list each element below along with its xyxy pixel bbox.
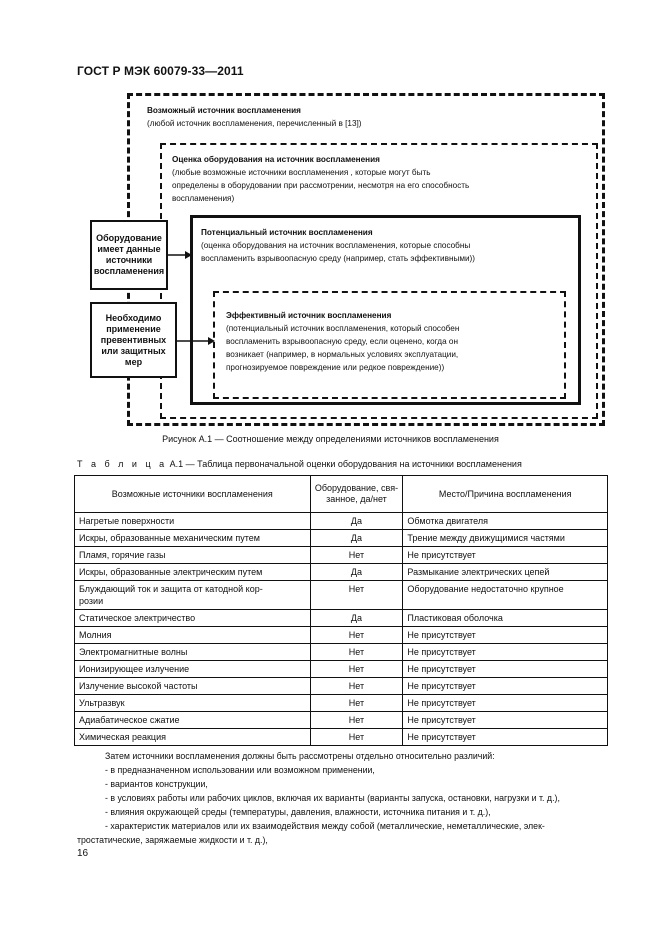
ignition-source-cell: Ультразвук	[75, 695, 311, 712]
equipment-related-cell: Нет	[310, 678, 403, 695]
arrow-right-icon	[168, 249, 192, 261]
table-row	[75, 729, 608, 746]
location-cause-cell: Обмотка двигателя	[403, 513, 608, 530]
ignition-source-cell: Ионизирующее излучение	[75, 661, 311, 678]
side-box-line: имеет данные	[97, 244, 161, 254]
location-cause-cell: Не присутствует	[403, 627, 608, 644]
location-cause-cell: Трение между движущимися частями	[403, 530, 608, 547]
side-box-line: применение	[106, 323, 161, 334]
table-row	[75, 564, 608, 581]
table-row	[75, 678, 608, 695]
body-text	[77, 749, 607, 847]
equipment-related-cell: Нет	[310, 547, 403, 564]
location-cause-cell: Не присутствует	[403, 712, 608, 729]
outer-box-label	[147, 104, 362, 130]
equipment-has-sources-box	[90, 220, 168, 290]
table-row	[75, 627, 608, 644]
second-box-label	[172, 153, 469, 205]
location-cause-cell: Не присутствует	[403, 729, 608, 746]
side-box-line: мер	[124, 356, 143, 367]
table-row	[75, 581, 608, 610]
side-box-line: или защитных	[101, 345, 166, 356]
inner-box-line: (потенциальный источник воспламенения, который способен	[226, 324, 460, 333]
side-box-line: Оборудование	[96, 233, 162, 243]
inner-box-title: Эффективный источник воспламенения	[226, 311, 392, 320]
equipment-related-cell: Нет	[310, 661, 403, 678]
outer-box-title: Возможный источник воспламенения	[147, 106, 301, 115]
second-box-line: (любые возможные источники воспламенения , которые могут быть	[172, 168, 431, 177]
ignition-sources-table	[74, 475, 608, 746]
table-row	[75, 513, 608, 530]
third-box-title: Потенциальный источник воспламенения	[201, 228, 373, 237]
location-cause-cell: Не присутствует	[403, 661, 608, 678]
location-cause-cell: Оборудование недостаточно крупное	[403, 581, 608, 610]
ignition-source-cell: Молния	[75, 627, 311, 644]
table-header-row	[75, 476, 608, 513]
column-header: Возможные источники воспламенения	[75, 476, 311, 513]
equipment-related-cell: Нет	[310, 581, 403, 610]
inner-box-line: воспламенить взрывоопасную среду, если оценено, когда он	[226, 337, 458, 346]
equipment-related-cell: Нет	[310, 627, 403, 644]
table-row	[75, 610, 608, 627]
table-row	[75, 644, 608, 661]
document-header: ГОСТ Р МЭК 60079-33—2011	[77, 64, 244, 78]
second-box-line: определены в оборудовании при рассмотрении, несмотря на его способность	[172, 181, 470, 190]
location-cause-cell: Не присутствует	[403, 678, 608, 695]
equipment-related-cell: Да	[310, 610, 403, 627]
side-box-line: превентивных	[100, 334, 167, 345]
side-box-line: Необходимо	[105, 312, 162, 323]
inner-box-line: возникает (например, в нормальных условиях эксплуатации,	[226, 350, 459, 359]
body-intro: Затем источники воспламенения должны быть рассмотрены отдельно относительно различий:	[105, 751, 495, 761]
figure-caption: Рисунок А.1 — Соотношение между определениями источников воспламенения	[162, 434, 499, 444]
preventive-measures-box	[90, 302, 177, 378]
table-row	[75, 661, 608, 678]
equipment-related-cell: Нет	[310, 644, 403, 661]
third-box-line: воспламенить взрывоопасную среду (например, стать эффективными))	[201, 254, 476, 263]
equipment-related-cell: Нет	[310, 729, 403, 746]
column-header: Место/Причина воспламенения	[403, 476, 608, 513]
body-list-item: - в условиях работы или рабочих циклов, включая их варианты (варианты запуска, остановки, нагрузки и т. д.),	[105, 793, 560, 803]
ignition-source-cell: Искры, образованные механическим путем	[75, 530, 311, 547]
ignition-source-cell: Нагретые поверхности	[75, 513, 311, 530]
equipment-related-cell: Да	[310, 564, 403, 581]
location-cause-cell: Не присутствует	[403, 547, 608, 564]
location-cause-cell: Не присутствует	[403, 695, 608, 712]
equipment-related-cell: Да	[310, 530, 403, 547]
ignition-source-cell: Излучение высокой частоты	[75, 678, 311, 695]
ignition-source-cell: Блуждающий ток и защита от катодной кор- розии	[75, 581, 311, 610]
equipment-related-cell: Нет	[310, 695, 403, 712]
page-number: 16	[77, 848, 89, 859]
location-cause-cell: Размыкание электрических цепей	[403, 564, 608, 581]
ignition-source-cell: Искры, образованные электрическим путем	[75, 564, 311, 581]
ignition-source-cell: Химическая реакция	[75, 729, 311, 746]
body-list-item: - в предназначенном использовании или возможном применении,	[105, 765, 375, 775]
ignition-source-cell: Статическое электричество	[75, 610, 311, 627]
column-header: Оборудование, свя- занное, да/нет	[310, 476, 403, 513]
equipment-related-cell: Нет	[310, 712, 403, 729]
outer-box-text: (любой источник воспламенения, перечисленный в [13])	[147, 119, 362, 128]
ignition-source-cell: Электромагнитные волны	[75, 644, 311, 661]
inner-box-label	[226, 309, 459, 374]
inner-box-line: прогнозируемое повреждение или редкое повреждение))	[226, 363, 445, 372]
second-box-title: Оценка оборудования на источник воспламенения	[172, 155, 380, 164]
body-list-item: - влияния окружающей среды (температуры, давления, влажности, источника питания и т. д.),	[105, 807, 491, 817]
body-list-item: - вариантов конструкции,	[105, 779, 208, 789]
arrow-right-icon	[177, 335, 215, 347]
location-cause-cell: Пластиковая оболочка	[403, 610, 608, 627]
body-list-item: - характеристик материалов или их взаимодействия между собой (металлические, неметаллические, элек- тростатические, заряжаемые жидкости и т. д.),	[77, 821, 545, 845]
third-box-label	[201, 226, 475, 265]
table-row	[75, 530, 608, 547]
table-row	[75, 695, 608, 712]
ignition-source-cell: Пламя, горячие газы	[75, 547, 311, 564]
equipment-related-cell: Да	[310, 513, 403, 530]
table-title-prefix: Т а б л и ц а	[77, 459, 168, 469]
side-box-line: воспламенения	[93, 266, 165, 276]
second-box-line: воспламенения)	[172, 194, 235, 203]
third-box-line: (оценка оборудования на источник воспламенения, которые способны	[201, 241, 471, 250]
table-title	[77, 459, 522, 469]
table-row	[75, 712, 608, 729]
location-cause-cell: Не присутствует	[403, 644, 608, 661]
side-box-line: источники	[105, 255, 153, 265]
table-row	[75, 547, 608, 564]
table-title-text: А.1 — Таблица первоначальной оценки оборудования на источники воспламенения	[167, 459, 522, 469]
ignition-source-cell: Адиабатическое сжатие	[75, 712, 311, 729]
